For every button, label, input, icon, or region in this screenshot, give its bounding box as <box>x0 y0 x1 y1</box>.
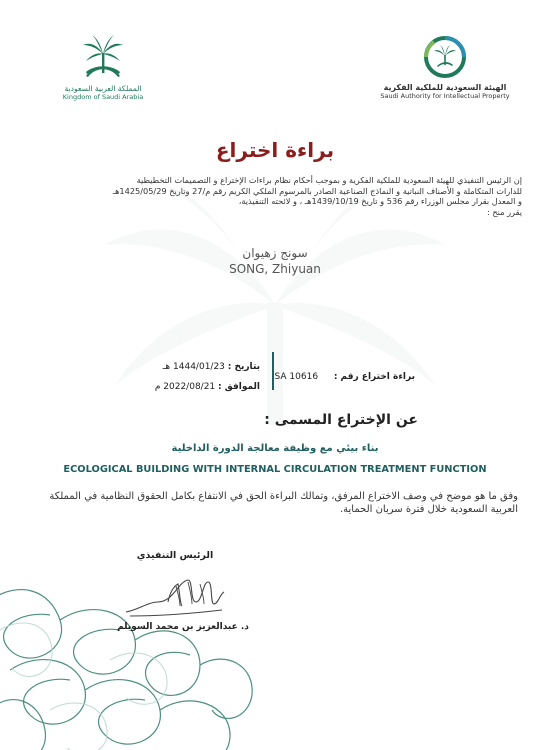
hijri-date <box>150 362 260 372</box>
invention-title-ar: بناء بيئي مع وظيفة معالجة الدورة الداخلية <box>171 443 379 454</box>
hijri-date-label: بتاريخ : <box>227 362 260 372</box>
gregorian-date <box>150 382 260 392</box>
signature-icon <box>118 572 228 622</box>
gregorian-date-value: 2022/08/21 م <box>154 382 216 392</box>
intro-line: إن الرئيس التنفيذي للهيئة السعودية للملكية الفكرية و بموجب أحكام نظام براءات الإختراع و التصميمات التخطيطية <box>136 175 522 185</box>
invention-heading: عن الإختراع المسمى : <box>264 412 418 428</box>
grantee-name-ar: سونج زهيوان <box>242 246 308 260</box>
palm-swords-icon <box>80 32 126 82</box>
intro-line: و المعدل بقرار مجلس الوزراء رقم 536 و تاريخ 1439/10/19هـ ، و لائحته التنفيذية، <box>238 196 522 206</box>
ksa-name-ar: المملكة العربية السعودية <box>64 84 142 93</box>
ksa-logo <box>48 32 158 101</box>
saip-name-ar: الهيئة السعودية للملكية الفكرية <box>383 83 507 92</box>
grantee-name-en: SONG, Zhiyuan <box>229 262 321 276</box>
saip-name-en: Saudi Authority for Intellectual Property <box>380 92 510 100</box>
rights-statement: وفق ما هو موضح في وصف الاختراع المرفق، وتمالك البراءة الحق في الانتفاع بكامل الحقوق النظامية في المملكة العربية السعودية خلال فترة سريان الحماية. <box>49 491 518 515</box>
saip-logo <box>370 34 520 100</box>
patent-number-label: براءة اختراع رقم : <box>333 372 415 382</box>
invention-title-en: ECOLOGICAL BUILDING WITH INTERNAL CIRCULATION TREATMENT FUNCTION <box>63 464 487 475</box>
ksa-name-en: Kingdom of Saudi Arabia <box>62 93 144 101</box>
gregorian-date-label: الموافق : <box>218 382 260 392</box>
intro-line: للدارات المتكاملة و الأصناف النباتية و النماذج الصناعية الصادر بالمرسوم الملكي الكريم رقم م/27 وتاريخ 1425/05/29هـ <box>112 185 522 196</box>
certificate-title: براءة اختراع <box>215 138 335 162</box>
palm-watermark-icon <box>95 185 455 425</box>
signer-name: د. عبدالعزيز بن محمد السويلم <box>117 622 249 632</box>
divider-line <box>272 352 274 390</box>
hijri-date-value: 1444/01/23 هـ <box>162 362 225 372</box>
patent-number-value: SA 10616 <box>274 372 319 382</box>
patent-number <box>275 372 415 382</box>
intro-text <box>22 175 522 217</box>
signer-title: الرئيس التنفيذي <box>136 550 214 561</box>
intro-line: يقرر منح : <box>487 206 522 217</box>
saip-emblem-icon <box>422 34 468 80</box>
